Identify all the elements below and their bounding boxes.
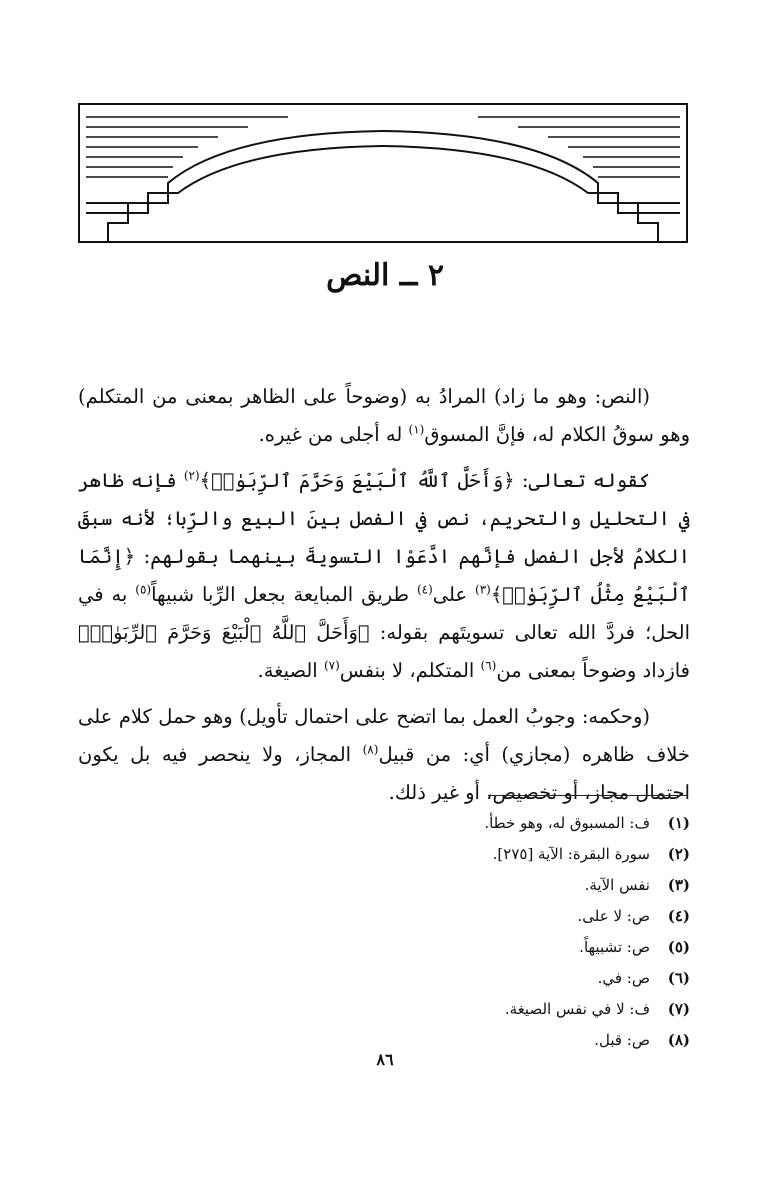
footnote-number: (٨) [667, 1031, 690, 1049]
footnote-ref: (٨) [362, 742, 379, 757]
text-run: كقوله تعالى: ﴿وَأَحَلَّ ٱللَّهُ ٱلْبَيْعَ وَحَرَّمَ ٱلرِّبَوٰا۟﴾ [199, 469, 650, 492]
footnote-ref: (٦) [480, 658, 497, 673]
footnote-number: (٢) [667, 845, 690, 863]
text-run: به في الحل؛ فردَّ الله تعالى تسويتَهم بقوله: ﴿وَأَحَلَّ ٱللَّهُ ٱلْبَيْعَ وَحَرَّمَ ٱلرِّبَوٰا۟﴾ فازداد وضوحاً بمعنى من [78, 583, 690, 682]
paragraph-1 [78, 378, 690, 454]
text-run: على [432, 583, 476, 606]
footnote-number: (٣) [667, 876, 690, 894]
main-text [78, 378, 690, 820]
text-run: المجاز، ولا ينحصر فيه بل يكون احتمال مجاز، أو تخصيص، أو غير ذلك. [78, 743, 690, 804]
text-run: طريق المبايعة بجعل الرِّبا شبيهاً [151, 583, 417, 606]
text-run: المتكلم، لا بنفس [339, 659, 481, 682]
footnote-text: سورة البقرة: الآية [٢٧٥]. [492, 845, 650, 863]
footnote [78, 994, 690, 1025]
footnote-number: (٦) [667, 969, 690, 987]
footnote [78, 808, 690, 839]
paragraph-2 [78, 462, 690, 690]
footnote-text: ص: لا على. [577, 907, 650, 925]
footnote-number: (٧) [667, 1000, 690, 1018]
text-run: فإنه ظاهر في التحليل والتحريم، نص في الفصل بينَ البيع والرِّبا؛ لأنه سبقَ الكلامُ لأجل الفصل فإنَّهم ادَّعَوْا التسويةَ بينهما بقولهم: ﴿إِنَّمَا ٱلْبَيْعُ مِثْلُ ٱلرِّبَوٰا۟﴾ [78, 469, 691, 606]
text-run: (وحكمه: وجوبُ العمل بما اتضح على احتمال تأويل) وهو حمل كلام على خلاف ظاهره (مجازي) أي: من قبيل [78, 705, 690, 766]
footnote-text: ص: في. [597, 969, 650, 987]
footnote [78, 839, 690, 870]
footnote-ref: (٧) [323, 658, 340, 673]
text-run: (النص: وهو ما زاد) المرادُ به (وضوحاً على الظاهر بمعنى من المتكلم) وهو سوقُ الكلام له، فإنَّ المسوق [78, 385, 690, 446]
footnote [78, 963, 690, 994]
footnotes [78, 808, 690, 1056]
footnote [78, 932, 690, 963]
footnote [78, 901, 690, 932]
footnote-ref: (٣) [475, 582, 491, 597]
footnote-number: (٥) [667, 938, 690, 956]
chapter-header-ornament [78, 103, 688, 243]
footnote-separator [488, 795, 688, 796]
footnote [78, 870, 690, 901]
footnote-ref: (٥) [135, 582, 152, 597]
text-run: له أجلى من غيره. [258, 423, 409, 446]
footnote-number: (٤) [667, 907, 690, 925]
footnote-ref: (٤) [416, 582, 433, 597]
footnote-ref: (١) [408, 422, 425, 437]
footnote-text: ف: لا في نفس الصيغة. [504, 1000, 650, 1018]
footnote-ref: (٢) [183, 468, 200, 483]
footnote-text: ص: تشبيهاً. [579, 938, 650, 956]
footnote-number: (١) [667, 814, 690, 832]
footnote-text: نفس الآية. [584, 876, 650, 894]
page-number: ٨٦ [376, 1050, 394, 1069]
chapter-title: ٢ ــ النص [326, 258, 444, 293]
footnote-text: ص: قبل. [594, 1031, 650, 1049]
footnote-text: ف: المسبوق له، وهو خطأ. [484, 814, 650, 832]
text-run: الصيغة. [257, 659, 324, 682]
